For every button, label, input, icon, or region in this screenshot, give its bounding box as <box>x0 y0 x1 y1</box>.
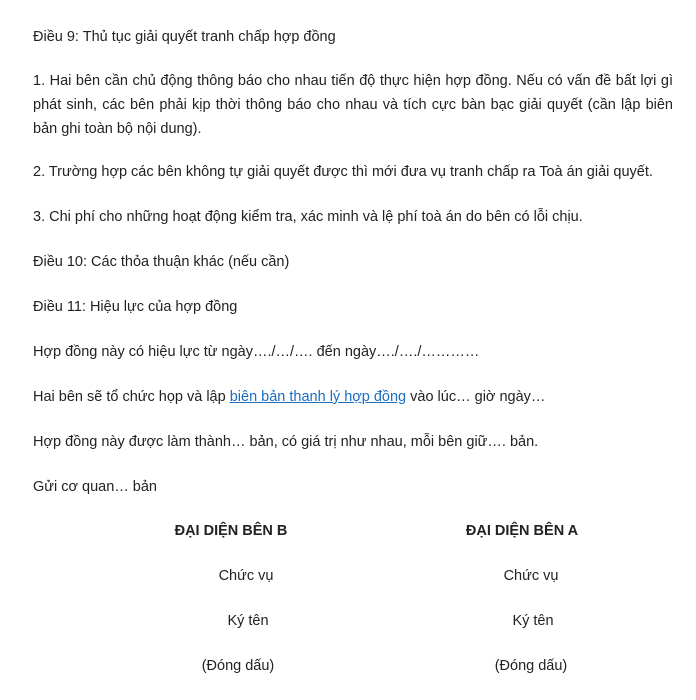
party-a-position: Chức vụ <box>503 568 559 584</box>
article-9-item-1: 1. Hai bên cần chủ động thông báo cho nhau tiến độ thực hiện hợp đồng. Nếu có vấn đề bất lợi gì phát sinh, các bên phải kịp thời thông báo cho nhau và tích cực bàn bạc giải quyết (cần lập biên bản ghi toàn bộ nội dung). <box>33 73 673 137</box>
meeting-text-before: Hai bên sẽ tổ chức họp và lập <box>33 389 230 405</box>
validity-period-text: Hợp đồng này có hiệu lực từ ngày…./…/…. đến ngày…./…./………… <box>33 344 480 360</box>
party-b-stamp: (Đóng dấu) <box>201 658 275 674</box>
liquidation-meeting-text <box>33 385 673 409</box>
party-a-sign: Ký tên <box>512 613 554 629</box>
liquidation-minutes-link[interactable]: biên bản thanh lý hợp đồng <box>229 389 407 405</box>
send-to-agency-text: Gửi cơ quan… bản <box>33 479 158 495</box>
party-b-heading: ĐẠI DIỆN BÊN B <box>174 523 288 539</box>
article-9-item-3: 3. Chi phí cho những hoạt động kiểm tra, xác minh và lệ phí toà án do bên có lỗi chịu. <box>33 209 583 225</box>
party-a-heading: ĐẠI DIỆN BÊN A <box>465 523 579 539</box>
article-9-title: Điều 9: Thủ tục giải quyết tranh chấp hợp đồng <box>33 29 336 45</box>
article-11-title: Điều 11: Hiệu lực của hợp đồng <box>33 299 238 315</box>
meeting-text-after: vào lúc… giờ ngày… <box>406 389 546 405</box>
copies-text: Hợp đồng này được làm thành… bản, có giá trị như nhau, mỗi bên giữ…. bản. <box>33 434 539 450</box>
party-b-position: Chức vụ <box>218 568 274 584</box>
party-a-stamp: (Đóng dấu) <box>494 658 568 674</box>
article-9-item-2: 2. Trường hợp các bên không tự giải quyết được thì mới đưa vụ tranh chấp ra Toà án giải quyết. <box>33 164 653 180</box>
article-10-title: Điều 10: Các thỏa thuận khác (nếu cần) <box>33 254 290 270</box>
party-b-sign: Ký tên <box>227 613 269 629</box>
